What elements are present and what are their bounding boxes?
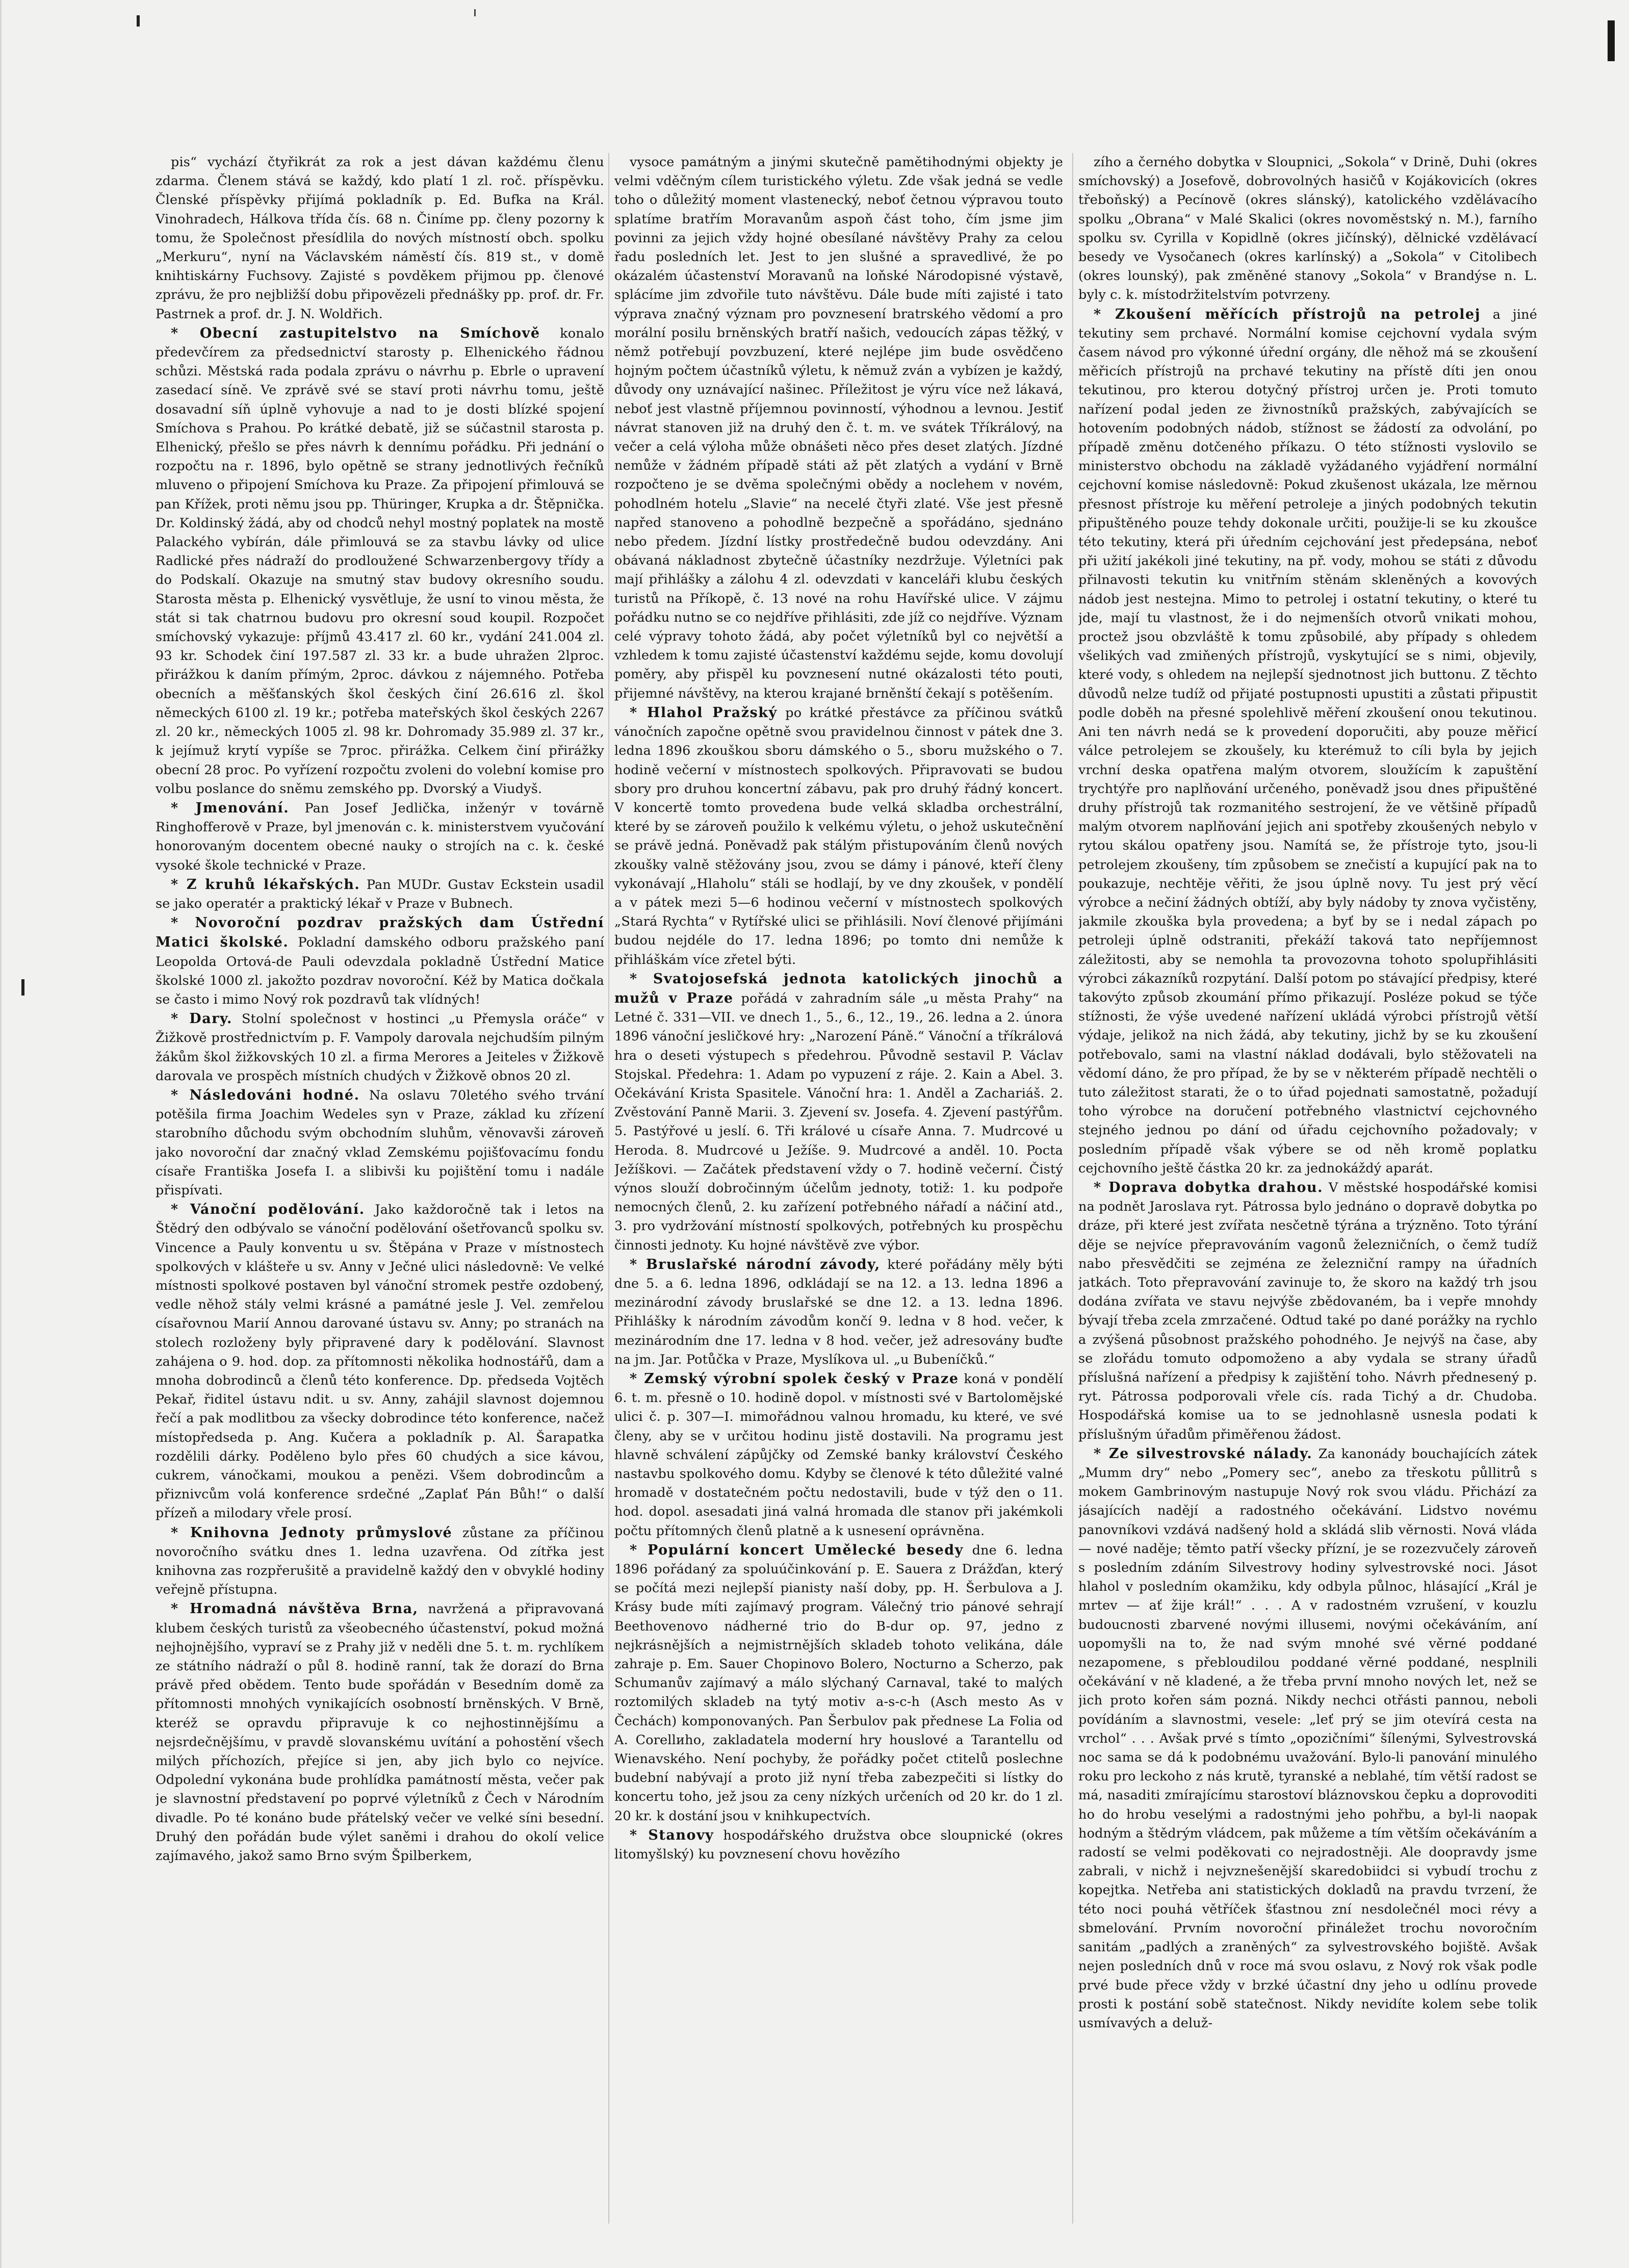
- article-text: a jiné tekutiny sem prchavé. Normální komise cejchovní vydala svým časem návod pro výkonné úřední orgány, dle něhož má se zkoušení měřicích přístrojů na prchavé tekutiny na přístě díti jen onou tekutinou, pro kterou dotyčný přístroj určen je. Proti tomuto nařízení podal jeden ze živnostníků pražských, zabývajících se hotovením podobných nádob, stížnost se žádostí za odvolání, po případě změnu dotčeného příkazu. O této stížnosti vyslovilo se ministerstvo obchodu na základě vyžádaného vyjádření normální cejchovní komise následovně: Pokud zkušenost ukázala, lze měrnou přesnost přístroje ku měření petroleje a jiných podobných tekutin připuštěného pouze tehdy dokonale určiti, použije-li se ku zkoušce této tekutiny, která při úředním cejchování jest předepsána, neboť při užití jakékoli jiné tekutiny, na př. vody, mohou se státi z důvodu přilnavosti tekutin ku vnitřním stěnám skleněných a kovových nádob jest nestejna. Mimo to petrolej i ostatní tekutiny, o které tu jde, mají tu vlastnost, že i do nejmenších otvorů vnikati mohou, proctež jsou obzvláště k tomu způsobilé, aby případy s ohledem všelikých vad zmiňených přístrojů, vyskytující se s nimi, objevily, které vody, s ohledem na nejlepší sjednotnost jich buttonu. Z těchto důvodů nelze tudíž od přijaté postupnosti upustiti a zůstati připustit podle doběh na přesné spolehlivě měření zkoušení onou tekutinou. Ani ten návrh nedá se k provedení doporučiti, aby pouze měřicí válce petrolejem se zkoušely, ku kterémuž to cíli byla by jejich vrchní deska opatřena malým otvorem, sloužícím k zapuštění trychtýře pro naplňování určeného, poněvadž jsou dnes připuštěné druhy přístrojů tak rozmanitého sestrojení, že ve většině případů malým otvorem naplňování jejich ani spotřeby zkoušených nebylo v rytou skálou opatřeny jsou. Namítá se, že přístroje tyto, jsou-li petrolejem zkoušeny, tím způsobem se znečistí a kupující pak na to poukazuje, nechtěje věřiti, že jsou úplně novy. Tu jest prý věcí výrobce a nečiní žádných obtíží, aby byly nádoby ty znova vyčistěny, jakmile zkouška byla provedena; a byť by se i nedal zápach po petroleji úplně odstraniti, překáží taková tato nepříjemnost záležitosti, aby se nemohla ta provozovna tohoto spolupřihlásiti výrobci zákazníků rozpytání. Další potom po stávající předpisy, které takovýto způsob zkoumání přímo přikazují. Posléze pokud se týče stížnosti, že výše uvedené nařízení ukládá výrobci přístrojů větší výdaje, jelikož na nich žádá, aby tekutiny, jichž by se ku zkoušení potřebovalo, sami na vlastní náklad dodávali, bylo stěžovateli na vědomí dáno, že pro případ, že by se v některém případě nechtěli o tuto záležitost starati, že o to úřad pojednati samostatně, požadují toho výrobce na doručení potřebného vlastnictví cejchovného stejného jednou po dání od úřadu cejchovního požadovaly; v posledním případě však výbere se od něh kromě poplatku cejchovního ještě částka 20 kr. za jednokáždý aparát.: [1078, 307, 1537, 1176]
- article-heading: * Ze silvestrovské nálady.: [1094, 1445, 1313, 1462]
- article-text: Pokladní damského odboru pražského paní Leopolda Ortová-de Pauli odevzdala pokladně Ústřední Matice školské 1000 zl. jakožto pozdrav novoroční. Kéž by Matica dočkala se často i mimo Nový rok pozdravů tak vlídných!: [156, 935, 604, 1007]
- article-text: vysoce památným a jinými skutečně pamětihodnými objekty je velmi vděčným cílem turistického výletu. Zde však jedná se vedle toho o důležitý moment vlastenecký, neboť četnou výpravou touto splatíme bratřím Moravanům aspoň část toho, čím jsme jim povinni za jejich vždy hojné obesílané návštěvy Prahy za celou řadu posledních let. Jest to jen slušné a spravedlivé, že po okázalém účastenství Moravanů na loňské Národopisné výstavě, splácíme jim zdvořile tuto návštěvu. Dále bude míti zajisté i tato výprava značný význam pro povznesení bratrského vědomí a pro morální posilu brněnských bratří našich, vedoucích zápas těžký, v němž potřebují povzbuzení, které nejlépe jim bude osvědčeno hojným počtem účastníků výletu, k němuž zván a vybízen je každý, důvody ony uznávající našinec. Příležitost je výru více než lákavá, neboť jest vlastně příjemnou povinností, výhodnou a levnou. Jestiť návrat stanoven již na druhý den č. t. m. ve svátek Tříkrálový, na večer a celá výloha může obnášeti něco přes deset zlatých. Jízdné nemůže v žádném případě státi až pět zlatých a vydání v Brně rozpočteno je se dvěma společnými obědy a noclehem v novém, pohodlném hotelu „Slavie“ na necelé čtyři zlaté. Vše jest přesně napřed stanoveno a pohodlně bezpečně a spořádáno, sjednáno nebo předem. Jízdní lístky prostředečně budou odevzdány. Ani obávaná nákladnost zbytečně účastníky nezdržuje. Výletníci pak mají přihlášky a zálohu 4 zl. odevzdati v kanceláři klubu českých turistů na Příkopě, č. 13 nové na rohu Havířské ulice. V zájmu pořádku nutno se co nejdříve přihlásiti, zde jíž co nejdříve. Význam celé výpravy tohoto žádá, aby počet výletníků byl co největší a vzhledem k tomu zajisté účastenství každému sejde, komu dovolují poměry, aby přispěl ku povznesení nutné okázalosti této pouti, přijemné návštěvy, na kterou krajané brněnští čekají s potěšením.: [614, 155, 1063, 701]
- article-text: hospodářského družstva obce sloupnické (okres litomyšlský) ku povznesení chovu hovězího: [614, 1827, 1063, 1863]
- article-heading: * Následováni hodné.: [171, 1087, 360, 1103]
- article-heading: * Stanovy: [630, 1827, 714, 1843]
- article-paragraph: [156, 324, 604, 799]
- article-heading: * Svatojosefská jednota katolických jinochů a mužů v Praze: [614, 971, 1063, 1006]
- article-heading: * Obecní zastupitelstvo na Smíchově: [171, 325, 540, 341]
- text-column-1: [156, 153, 604, 2239]
- article-heading: * Populární koncert Umělecké besedy: [630, 1542, 964, 1558]
- article-paragraph: [1078, 1444, 1537, 2033]
- article-heading: * Z kruhů lékařských.: [171, 876, 360, 893]
- page-edge: [0, 0, 2, 2268]
- print-mark: [21, 979, 24, 996]
- article-text: zího a černého dobytka v Sloupnici, „Sokola“ v Drině, Duhi (okres smíchovský) a Josefově, dobrovolných hasičů v Kojákovicích (okres třeboňský) a Pecínově (okres slánský), katolického vzdělávacího spolku „Obrana“ v Malé Skalici (okres novoměstský n. M.), farního spolku sv. Cyrilla v Kopidlně (okres jičínský), dělnické vzdělávací besedy ve Vysočanech (okres karlínský) a „Sokola“ v Citolibech (okres lounský), pak změněné stanovy „Sokola“ v Brandýse n. L. byly c. k. místodržitelstvím potvrzeny.: [1078, 155, 1537, 303]
- article-heading: * Zemský výrobní spolek český v Praze: [630, 1371, 959, 1387]
- article-text: Na oslavu 70letého svého trvání potěšila firma Joachim Wedeles syn v Praze, základ ku zřízení starobního důchodu svým obchodním sluhům, věnovavši zároveň jako novoroční dar značný vklad Zemskému pojišťovacímu fondu císaře Františka Josefa I. a slibivši ku pojištění tomu i nadále přispívati.: [156, 1087, 604, 1198]
- article-heading: * Doprava dobytka drahou.: [1094, 1179, 1324, 1195]
- article-text: pořádá v zahradním sále „u města Prahy“ na Letné č. 331—VII. ve dnech 1., 5., 6., 12., 19., 26. ledna a 2. února 1896 vánoční jesličkové hry: „Narození Páně.“ Vánoční a tříkrálová hra o deseti výstupech s předehrou. Původně sestavil P. Václav Stojskal. Předehra: 1. Adam po vypuzení z ráje. 2. Kain a Abel. 3. Očekávání Krista Spasitele. Vánoční hra: 1. Anděl a Zachariáš. 2. Zvěstování Panně Marii. 3. Zjevení sv. Josefa. 4. Zjevení pastýřům. 5. Pastýřové u jeslí. 6. Tři králové u císaře Anna. 7. Mudrcové u Heroda. 8. Mudrcové u Ježíše. 9. Mudrcové a anděl. 10. Poctа Ježíškovi. — Začátek představení vždy o 7. hodině večerní. Čistý výnos slouží dobročinným účelům jednoty, totiž: 1. ku podpoře nemocných členů, 2. ku zařízení potřebného nářadí a náčiní atd., 3. pro vydržování místností spolkových, potřebných ku prospěchu činnosti jednoty. Ku hojné návštěvě zve výbor.: [614, 990, 1063, 1253]
- article-paragraph: [156, 1599, 604, 1866]
- article-text: Stolní společnost v hostinci „u Přemysla oráče“ v Žižkově prostřednictvím p. F. Vampoly darovala nejchudším pilným žákům škol žižkovských 10 zl. a firma Merores a Jeiteles v Žižkově darovala ve prospěch místních chudých v Žižkově obnos 20 zl.: [156, 1011, 604, 1084]
- article-heading: * Zkoušení měřících přístrojů na petrolej: [1094, 306, 1481, 322]
- article-paragraph: [156, 1086, 604, 1200]
- article-paragraph: [614, 1541, 1063, 1826]
- print-mark: [137, 15, 140, 27]
- article-text: které pořádány měly býti dne 5. a 6. ledna 1896, odkládají se na 12. a 13. ledna 1896 a mezinárodní závody bruslařské se dne 12. a 13. ledna 1896. Přihlášky k národním závodům končí 9. ledna v 8 hod. večer, k mezinárodním dne 17. ledna v 8 hod. večer, jež adresovány buďte na jm. Jar. Potůčka v Praze, Myslíkova ul. „u Bubeníčků.“: [614, 1257, 1063, 1367]
- article-text: zůstane za příčinou novoročního svátku dnes 1. ledna uzavřena. Od zítřka jest knihovna zas rozpřerušitě a pravidelně každý den v obvyklé hodiny veřejně přístupna.: [156, 1525, 604, 1598]
- column-divider: [608, 153, 609, 2224]
- article-heading: * Dary.: [171, 1011, 232, 1027]
- article-text: navržená a připravovaná klubem českých turistů za všeobecného účastenství, pokud možná nejhojnějšího, vypraví se z Prahy již v neděli dne 5. t. m. rychlíkem ze státního nádraží o půl 8. hodině ranní, tak že dorazí do Brna právě před obědem. Tento bude spořádán v Besedním domě za přítomnosti mnohých vynikajících osobností brněnských. V Brně, kteréž se opravdu připravuje k co nejhostinnějšímu a nejsrdečnějšímu, v pravdě slovanskému uvítání a pohostění všech milých příchozích, přejíce si jen, aby jich bylo co nejvíce. Odpolední vykonána bude prohlídka památností města, večer pak je slavnostní představení po poprvé výletníků z Čech v Národním divadle. Po té konáno bude přátelský večer ve velké síni besední. Druhý den pořádán bude výlet saněmi i drahou do okolí velice zajímavého, jakož samo Brno svým Špilberkem,: [156, 1601, 604, 1864]
- article-paragraph: [614, 153, 1063, 703]
- article-heading: * Jmenování.: [171, 800, 290, 816]
- text-column-3: [1078, 153, 1537, 2239]
- column-divider: [1072, 153, 1073, 2224]
- article-text: koná v pondělí 6. t. m. přesně o 10. hodině dopol. v místnosti své v Bartolomějské ulici č. p. 307—I. mimořádnou valnou hromadu, ku které, ve své členy, aby se v určitou hodinu jistě dostavili. Na programu jest hlavně schválení zápůjčky od Zemské banky království Českého nastavbu spolkového domu. Kdyby se členové k této důležité valné hromadě v dostatečném počtu nedostavili, bude v týž den o 11. hod. dopol. asesadati jiná valná hromada dle stanov při jakémkoli počtu přítomných členů platně a k usnesení oprávněna.: [614, 1371, 1063, 1539]
- article-paragraph: [156, 1009, 604, 1086]
- article-text: Za kanonády bouchajících zátek „Mumm dry“ nebo „Pomery sec“, anebo za třeskotu půllitrů s mokem Gambrinovým nastupuje Nový rok svou vládu. Přichází za jásajících nadějí a radostného očekávání. Lidstvo novému panovníkovi vzdává nadšený hold a skládá slib věrnosti. Nová vláda — nové naděje; těmto patří všecky přízní, je se rozezvučely zároveň s posledním zdáním Silvestrovy hodiny sylvestrovské noci. Jásot hlahol v posledním okamžiku, kdy odbyla půlnoc, hlásající „Král je mrtev — ať žije král!“ . . . A v radostném vzrušení, v kouzlu budoucnosti zbarvené novými illusemi, novými očekáváním, aní uopomyšli na to, že nad svým mnohé své věrné poddané nezapomene, s přebloudilou poddané věrné poddané, nesplnili očekávání v ně kladené, a že třeba první mnoho nových let, než se jich proto kořen sám pozná. Nikdy nechci otřásti pannou, neboli povídáním a slavnostmi, vesele: „leť prý se jim otevírá cesta na vrchol“ . . . Avšak prvé s tímto „opozičními“ šílenými, Sylvestrovská noc sama se dá k podobnému uvažování. Bylo-li panování minulého roku pro leckoho z nás krutě, tyranské a neblahé, tím větší radost se má, nasaditi zmírajícímu starostoví bláznovskou čepku a doprovoditi ho do hrobu veselými a radostnými jeho pohřbu, a byl-li naopak hodným a štědrým vládcem, pak můžeme a tím větším očekáváním a radostí se velmi poděkovati co nejradostněji. Ale doopravdy jsme zabrali, v nichž i nejvznešenější skaredobiidci si vybudí trochu z kopejtka. Netřeba ani statistických dokladů na pravdu tvrzení, že této noci pouhá větříček šťastnou zní nesdolečnél moci révy a sbmelování. Prvním novoroční přináležet trochu novoročním sanitám „padlých a zraněných“ za sylvestrovského bojiště. Avšak nejen posledních dnů v roce má svou oslavu, z Nový rok však podle prvé bude přece vždy v brzké účastní dny jeho u odlínu provede prosti k postání sobě statečnost. Nikdy nevidíte kolem sebe tolik usmívavých a deluž-: [1078, 1446, 1537, 2031]
- article-paragraph: [614, 1255, 1063, 1369]
- article-heading: * Novoroční pozdrav pražských dam Ústřední Matici školské.: [156, 915, 604, 951]
- article-paragraph: [1078, 305, 1537, 1178]
- article-text: Jako každoročně tak i letos na Štědrý den odbývalo se vánoční podělování ošetřovanců spolku sv. Vincence a Pauly konventu u sv. Štěpána v Praze v místnostech spolkových v klášteře u sv. Anny v Ječné ulici následovně: Ve velké místnosti spolkové postaven byl vánoční stromek pestře ozdobený, vedle něhož stály velmi krásné a památné jesle J. Vel. zemřelou císařovnou Marií Annou darované ústavu sv. Anny; po stranách na stolech rozloženy byly připravené dary k podělování. Slavnost zahájena o 9. hod. dop. za přítomnosti několika hodnostářů, dam a mnoha dobrodinců a členů této konference. Dp. předseda Vojtěch Pekař, řiditel ústavu ndit. u sv. Anny, zahájil slavnost dojemnou řečí a pak modlitbou za všecky dobrodince této konference, načež místopředseda p. Ang. Kučera a pokladník p. Al. Šarapatka rozdělili dárky. Poděleno bylo přes 60 chudých a sice kávou, cukrem, vánočkami, moukou a penězi. Všem dobrodincům a přiznivcům volá konference srdečné „Zaplať Pán Bůh!“ o další přízeň a milodary vřele prosí.: [156, 1202, 604, 1521]
- article-paragraph: [156, 875, 604, 913]
- print-mark: [1608, 20, 1615, 61]
- article-paragraph: [1078, 153, 1537, 305]
- article-paragraph: [156, 153, 604, 324]
- article-heading: * Vánoční podělování.: [171, 1202, 365, 1218]
- article-text: po krátké přestávce za příčinou svátků vánočních započne opětně svou pravidelnou činnost v pátek dne 3. ledna 1896 zkouškou sboru dámského o 5., sboru mužského o 7. hodině večerní v místnostech spolkových. Připravovati se budou sbory pro druhou koncertní zábavu, pak pro druhý řádný koncert. V koncertě tomto provedena bude velká skladba orchestrální, které by se zároveň použilo k velkému výletu, o jehož uskutečnění se právě jedná. Poněvadž pak stálým přistupováním členů nových zkoušky valně stěžovány jsou, zvou se dámy i pánové, kteří členy vykonávají „Hlaholu“ stáli se hodlají, by ve dny zkoušek, v pondělí a v pátek mezi 5—6 hodinou večerní v místnostech spolkových „Stará Rychta“ v Rytířské ulici se přihlásili. Noví členové přijímáni budou nejdéle do 17. ledna 1896; po tomto dni nemůže k přihláškám více zřetel býti.: [614, 705, 1063, 967]
- article-paragraph: [614, 970, 1063, 1255]
- article-paragraph: [614, 1826, 1063, 1864]
- article-heading: * Hlahol Pražský: [630, 704, 778, 721]
- article-text: pis“ vychází čtyřikrát za rok a jest dávan každému členu zdarma. Členem stává se každý, kdo platí 1 zl. roč. příspěvku. Členské příspěvky přijímá pokladník p. Ed. Bufka na Král. Vinohradech, Hálkova třída čís. 68 n. Činíme pp. členy pozorny k tomu, že Společnost přesídlila do nových místností obch. spolku „Merkuru“, nyní na Václavském náměstí čís. 819 st., v domě knihtiskárny Fuchsovy. Zajisté s povděkem přijmou pp. členové zprávu, že pro nejbližší dobu připovězeli přednášky pp. prof. dr. Fr. Pastrnek a prof. dr. J. N. Woldřich.: [156, 155, 604, 322]
- article-paragraph: [614, 1369, 1063, 1541]
- article-text: Pan MUDr. Gustav Eckstein usadil se jako operatér a praktický lékař v Praze v Bubnech.: [156, 877, 604, 911]
- print-mark: [474, 9, 476, 16]
- article-text: V městské hospodářské komisi na podnět Jaroslava ryt. Pátrossa bylo jednáno o dopravě dobytka po dráze, při které jest zvířata nesčetně týrána a trýzněno. Toto týrání děje se nejvíce přepravováním vagonů železničních, o čemž tudíž nabo přesvědčiti se zejména ze železniční rampy na úřadních jatkách. Toto přepravování zavinuje to, že skoro na každý trh jsou dodána zvířata ve stavu nejvýše zbědovaném, ba i vepře mnohdy bývají třeba zcela zmrzačené. Odtud také po dané porážky na rychlo a zvýšená působnost pražského pohodného. Je nejvýš na čase, aby se zlořádu tomuto odpomoženo a aby vydala se strany úřadů příslušná nařízení a předpisy k zajištění toho. Návrh přednesený p. ryt. Pátrossa podporovali vřele cís. rada Tichý a dr. Chudoba. Hospodářská komise ua to se jednohlasně usnesla podati k příslušným úřadům přiměřenou žádost.: [1078, 1180, 1537, 1442]
- article-text: konalo předevčírem za předsednictví starosty p. Elhenického řádnou schůzi. Městská rada podala zprávu o návrhu p. Ebrle o upravení zasedací síně. Ve zprávě své se staví proti návrhu tomu, ještě dosavadní síň úplně vyhovuje a nad to je dosti blízké spojení Smíchova s Prahou. Po krátké debatě, již se súčastnil starosta p. Elhenický, přešlo se přes návrh k dennímu pořádku. Při jednání o rozpočtu na r. 1896, bylo opětně se strany jednotlivých řečníků mluveno o připojení Smíchova ku Praze. Za připojení přimlouvá se pan Křížek, proti němu jsou pp. Thüringer, Krupka a dr. Štěpnička. Dr. Koldinský žádá, aby od chodců nehyl mostný poplatek na mostě Palackého vybírán, dále přimlouvá se za stavbu lávky od ulice Radlické přes nádraží do prodloužené Schwarzenbergovy třídy a do Podskalí. Okazuje na smutný stav budovy okresního soudu. Starosta města p. Elhenický vysvětluje, že usní to vinou města, že stát si tak chatrnou budovu pro okresní soud koupil. Rozpočet smíchovský vykazuje: příjmů 43.417 zl. 60 kr., vydání 241.004 zl. 93 kr. Schodek činí 197.587 zl. 33 kr. a bude uhražen 2lproc. přirážkou k daním přímým, 2proc. dávkou z nájemného. Potřeba obecních a měšťanských škol českých činí 26.616 zl. škol německých 6100 zl. 19 kr.; potřeba mateřských škol českých 2267 zl. 20 kr., německých 1005 zl. 98 kr. Dohromady 35.989 zl. 37 kr., k jejímuž krytí vypíše se 7proc. přirážka. Celkem činí přirážky obecní 28 proc. Po vyřízení rozpočtu zvoleni do volební komise pro volbu poslance do sněmu zemského pp. Dvorský a Viudyš.: [156, 325, 604, 797]
- article-paragraph: [156, 1200, 604, 1523]
- article-paragraph: [156, 799, 604, 875]
- article-paragraph: [156, 913, 604, 1009]
- article-heading: * Bruslařské národní závody,: [630, 1256, 881, 1272]
- article-heading: * Hromadná návštěva Brna,: [171, 1601, 419, 1617]
- text-column-2: [614, 153, 1063, 2239]
- article-paragraph: [156, 1523, 604, 1600]
- article-paragraph: [614, 703, 1063, 970]
- article-paragraph: [1078, 1178, 1537, 1444]
- article-heading: * Knihovna Jednoty průmyslové: [171, 1524, 453, 1541]
- article-text: Pan Josef Jedlička, inženýr v továrně Ringhofferově v Praze, byl jmenován c. k. ministerstvem vyučování honorovaným docentem obecné nauky o strojích na c. k. české vysoké škole technické v Praze.: [156, 800, 604, 873]
- article-text: dne 6. ledna 1896 pořádaný za spoluúčinkování p. E. Sauera z Drážďan, který se počítá mezi nejlepší pianisty naší doby, pp. H. Šerbulova a J. Krásy bude míti zajímavý program. Válečný trio pánové sehrají Beethovenovo nádherné trio do B-dur op. 97, jedno z nejkrásnějších a nejmistrnějších skladeb tohoto velikána, dále zahraje p. Em. Sauer Chopinovo Bolero, Nocturno a Scherzo, pak Schumanův zajímavý a málo slýchaný Carnaval, také to malých roztomilých skladeb na tytý motiv a-s-c-h (Asch mesto As v Čechách) komponovaných. Pan Šerbulov pak přednese La Folia od A. Corellиho, zakladatela moderní hry houslové a Tarantellu od Wienavského. Není pochyby, že pořádky počet ctitelů poslechne budební nabývají a proto již nyní třeba zabezpečiti si lístky do koncertu toho, jež jsou za ceny nízkých určeních od 20 kr. do 1 zl. 20 kr. k dostání jsou v knihkupectvích.: [614, 1542, 1063, 1824]
